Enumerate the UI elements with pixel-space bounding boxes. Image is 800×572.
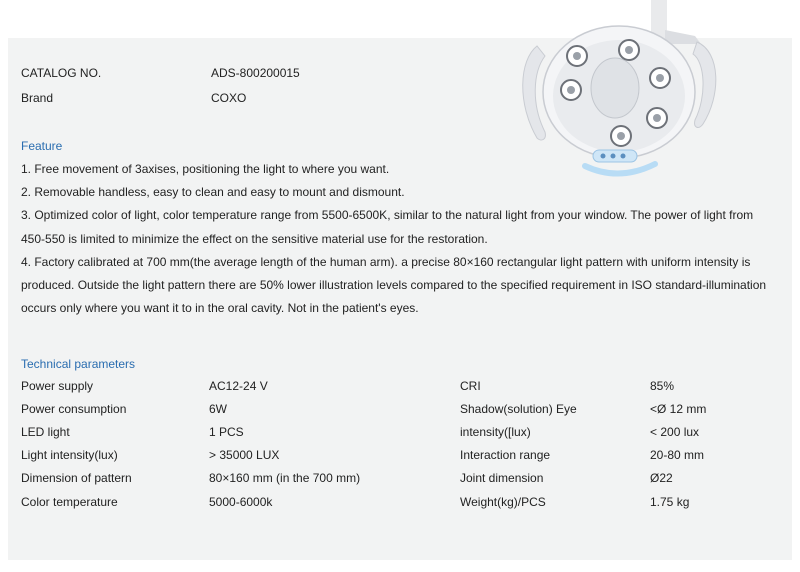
param-row [21,397,360,420]
param-row [460,397,706,420]
feature-item: 1. Free movement of 3axises, positioning the light to where you want. [21,162,390,176]
catalog-label: CATALOG NO. [21,66,102,80]
param-row [460,490,706,513]
brand-label: Brand [21,91,54,105]
feature-item: 3. Optimized color of light, color temperature range from 5500-6500K, similar to the natural light from your window. The power of light from 450-550 is limited to minimize the effect on the sensitive material use for the restoration. [21,208,754,246]
param-key: Interaction range [460,448,551,463]
param-key: Joint dimension [460,471,544,486]
catalog-row [21,66,300,91]
param-value: AC12-24 V [209,378,268,393]
param-key: Power consumption [21,401,127,416]
param-key: intensity([lux) [460,424,531,439]
feature-title: Feature [21,139,63,153]
param-value: 6W [209,401,227,416]
param-row [21,467,360,490]
param-row [21,420,360,443]
param-value: 5000-6000k [209,494,273,509]
params-left-column [21,374,360,513]
param-row [460,374,706,397]
param-row [460,444,706,467]
param-value: < 200 lux [650,424,700,439]
brand-row [21,91,300,116]
brand-value: COXO [211,91,247,105]
param-value: > 35000 LUX [209,448,280,463]
param-key: LED light [21,424,70,439]
param-key: Weight(kg)/PCS [460,494,546,509]
param-row [21,490,360,513]
param-value: Ø22 [650,471,673,486]
param-key: Color temperature [21,494,118,509]
param-row [460,420,706,443]
param-row [21,444,360,467]
feature-item: 4. Factory calibrated at 700 mm(the average length of the human arm). a precise 80×160 rectangular light pattern with uniform intensity is produced. Outside the light pattern there are 50% lower illustration levels compared to the specified requirement in ISO standard-illumination occurs only where you want it to in the oral cavity. Not in the patient's eyes. [21,254,767,316]
param-value: 85% [650,378,675,393]
param-key: Shadow(solution) Eye [460,401,577,416]
catalog-value: ADS-800200015 [211,66,300,80]
technical-title: Technical parameters [21,357,136,371]
catalog-info [21,66,300,116]
param-key: Light intensity(lux) [21,448,118,463]
param-value: 1.75 kg [650,494,690,509]
param-value: <Ø 12 mm [650,401,707,416]
param-key: Power supply [21,378,94,393]
param-value: 20-80 mm [650,448,705,463]
param-key: CRI [460,378,481,393]
feature-item: 2. Removable handless, easy to clean and easy to mount and dismount. [21,185,405,200]
param-row [21,374,360,397]
param-row [460,467,706,490]
param-value: 80×160 mm (in the 700 mm) [209,471,361,486]
params-right-column [460,374,706,513]
param-key: Dimension of pattern [21,471,132,486]
param-value: 1 PCS [209,424,244,439]
feature-list [21,158,776,320]
